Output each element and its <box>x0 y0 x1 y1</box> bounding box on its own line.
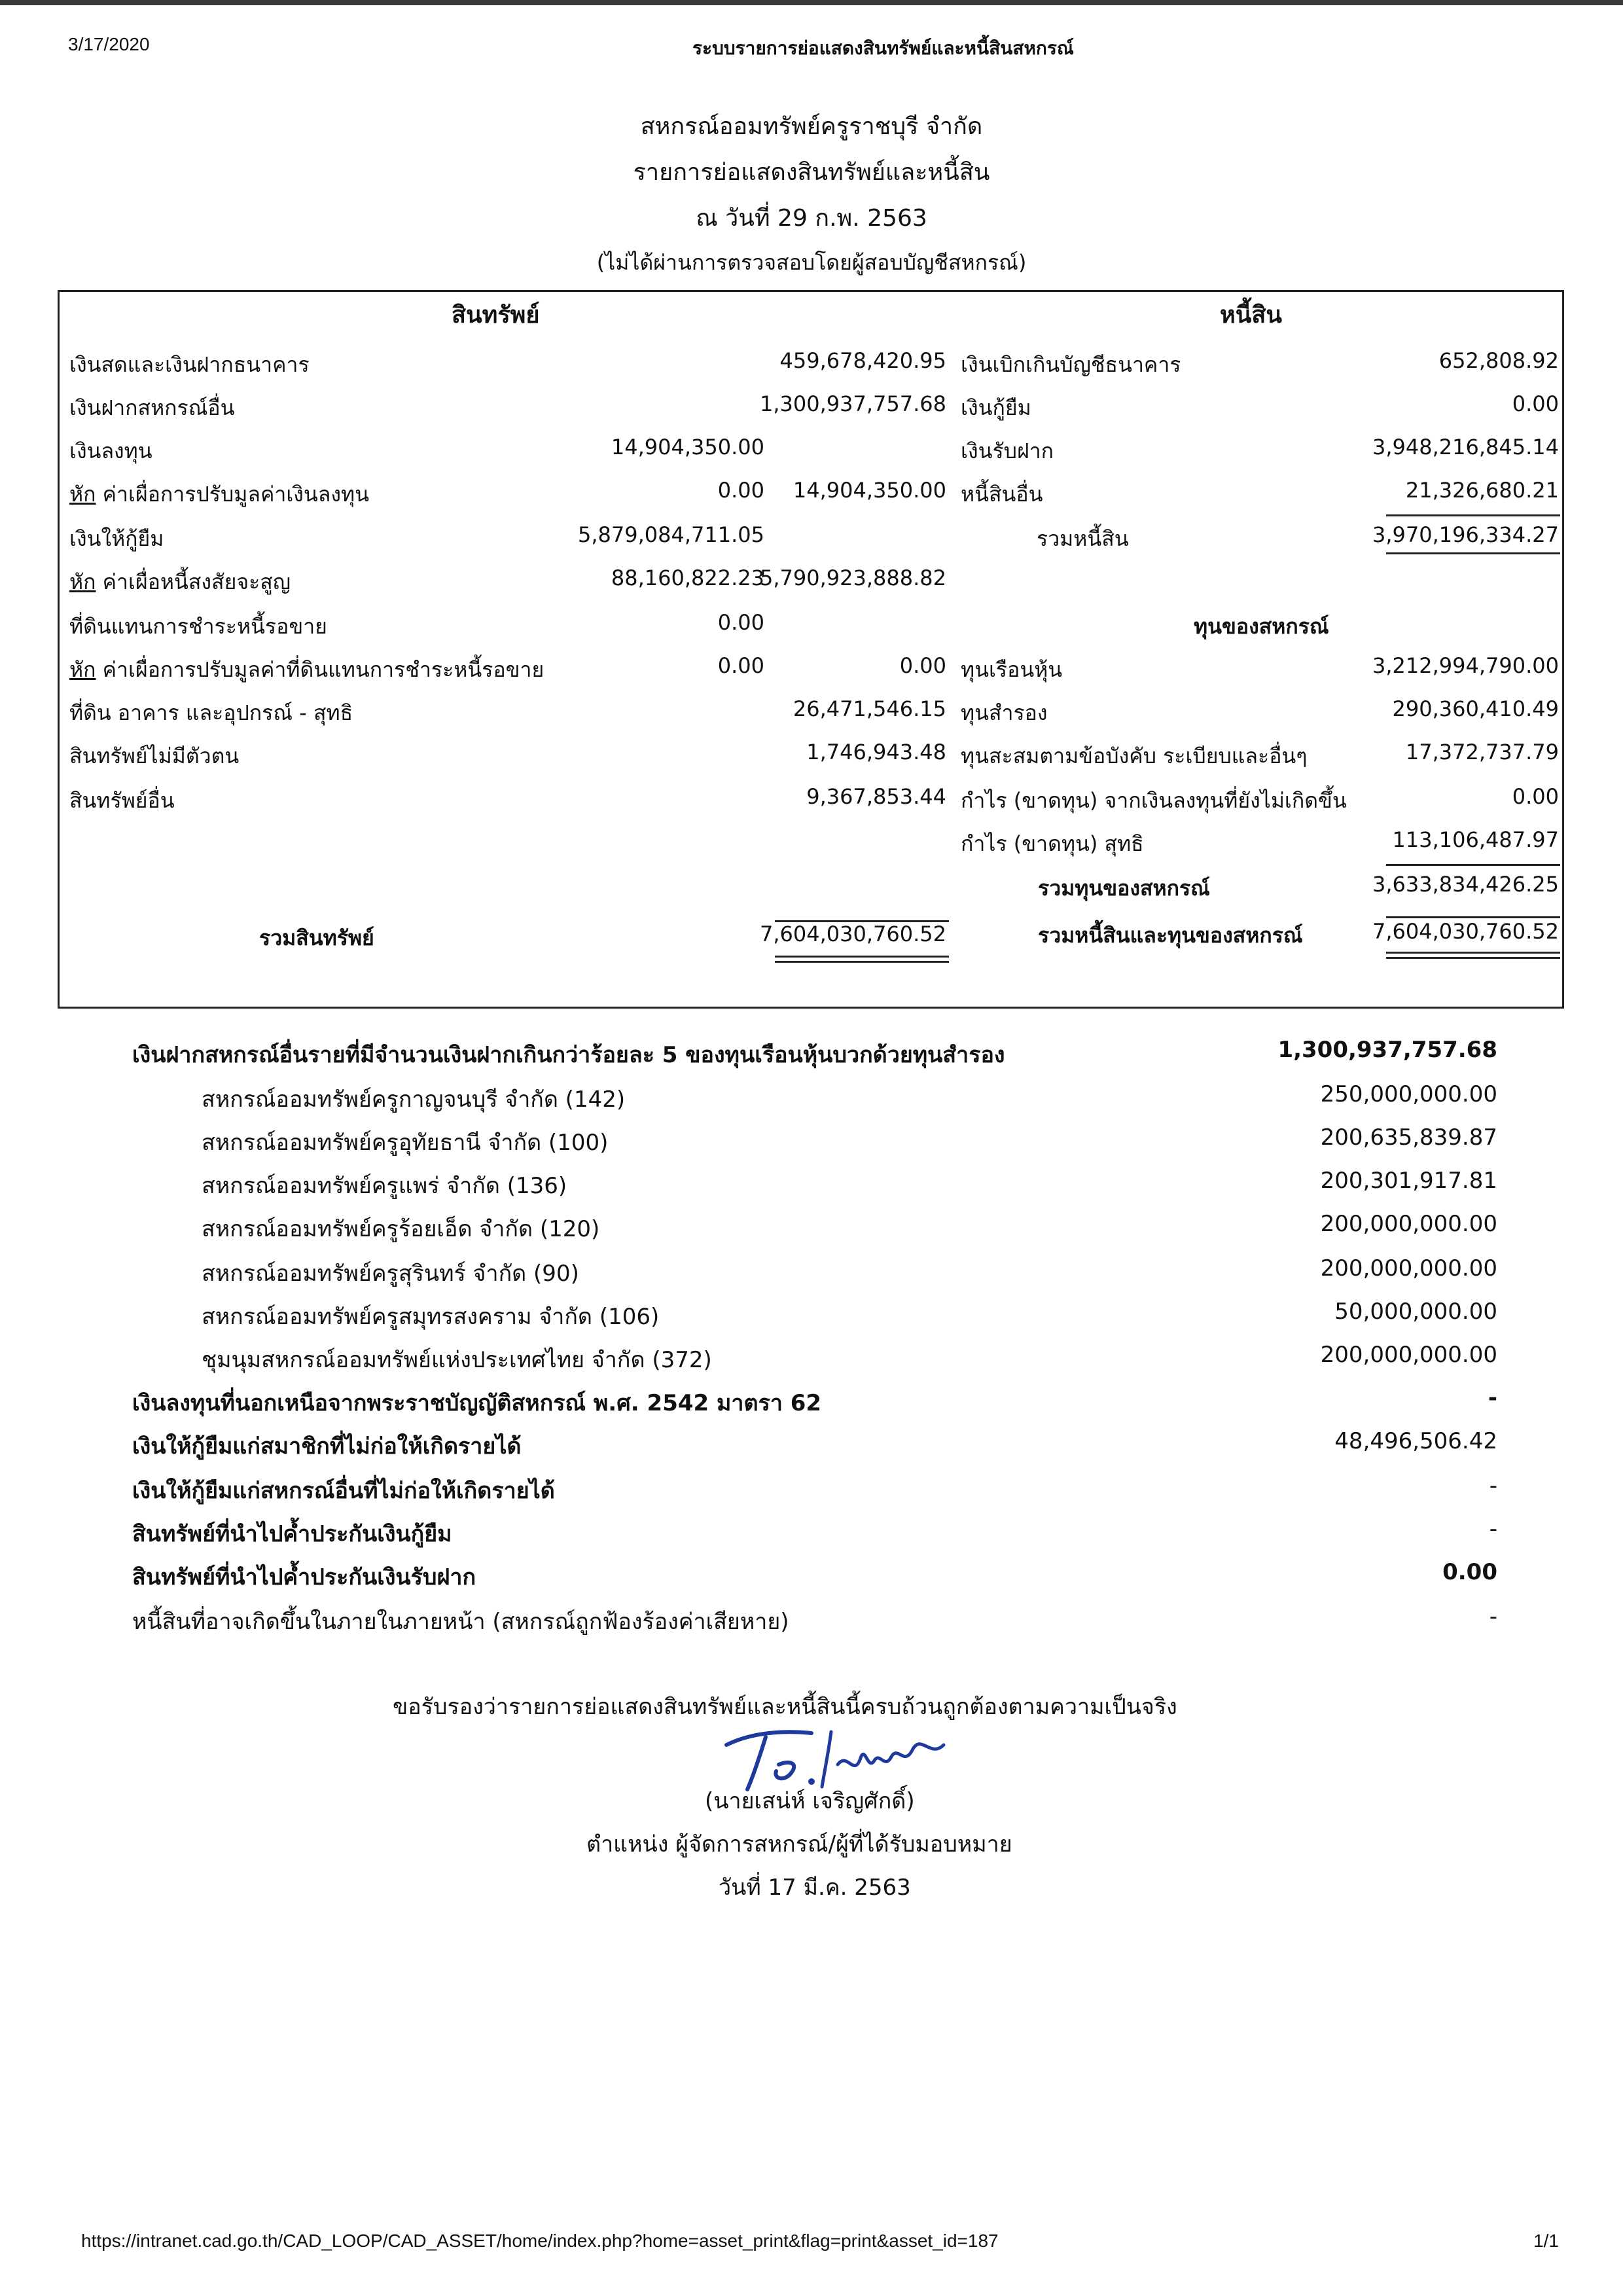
source-url[interactable]: https://intranet.cad.go.th/CAD_LOOP/CAD_ASSET/home/index.php?home=asset_print&flag=print&asset_id=187 <box>81 2231 999 2251</box>
asset-total-label: รวมสินทรัพย์ <box>259 925 374 950</box>
note-label: เงินให้กู้ยืมแก่สมาชิกที่ไม่ก่อให้เกิดรายได้ <box>132 1433 522 1460</box>
signatory-name: (นายเสน่ห์ เจริญศักดิ์) <box>705 1788 915 1814</box>
assets-heading: สินทรัพย์ <box>452 302 540 329</box>
asset-label-investment-allowance: หัก ค่าเผื่อการปรับมูลค่าเงินลงทุน <box>69 482 369 507</box>
liability-amount-other: 21,326,680.21 <box>1405 478 1559 503</box>
equity-amount-accumulated-fund: 17,372,737.79 <box>1405 740 1559 764</box>
asset-total-double-rule-2 <box>775 961 949 963</box>
grand-total-top-rule <box>1386 916 1560 918</box>
note-value: - <box>1488 1385 1497 1411</box>
coop-deposit-amount: 250,000,000.00 <box>1320 1081 1497 1107</box>
asset-sub-loans: 5,879,084,711.05 <box>578 522 764 547</box>
equity-label-net-profit: กำไร (ขาดทุน) สุทธิ <box>961 831 1144 856</box>
equity-amount-reserve: 290,360,410.49 <box>1392 696 1559 721</box>
note-label: สินทรัพย์ที่นำไปค้ำประกันเงินรับฝาก <box>132 1564 476 1590</box>
asset-amount-loans-net: 5,790,923,888.82 <box>760 565 946 590</box>
liability-amount-borrowings: 0.00 <box>1512 391 1559 416</box>
equity-amount-net-profit: 113,106,487.97 <box>1392 827 1559 852</box>
liability-amount-deposits: 3,948,216,845.14 <box>1372 435 1559 459</box>
asset-label-doubtful-allowance: หัก ค่าเผื่อหนี้สงสัยจะสูญ <box>69 569 291 594</box>
asset-amount-land-net: 0.00 <box>899 653 946 678</box>
coop-deposit-amount: 200,635,839.87 <box>1320 1124 1497 1151</box>
asset-amount-cash: 459,678,420.95 <box>779 348 946 373</box>
asset-sub-land-for-sale: 0.00 <box>717 610 764 635</box>
asset-label-cash: เงินสดและเงินฝากธนาคาร <box>69 352 310 377</box>
report-title: รายการย่อแสดงสินทรัพย์และหนี้สิน <box>633 159 990 186</box>
asset-label-land-allowance: หัก ค่าเผื่อการปรับมูลค่าที่ดินแทนการชำระหนี้รอขาย <box>69 657 544 682</box>
coop-deposit-name: สหกรณ์ออมทรัพย์ครูแพร่ จำกัด (136) <box>202 1173 567 1199</box>
note-value: - <box>1489 1473 1497 1499</box>
liability-label-overdraft: เงินเบิกเกินบัญชีธนาคาร <box>961 352 1181 377</box>
coop-deposit-name: สหกรณ์ออมทรัพย์ครูสุรินทร์ จำกัด (90) <box>202 1261 579 1287</box>
equity-total-top-rule <box>1386 864 1560 866</box>
audit-note: (ไม่ได้ผ่านการตรวจสอบโดยผู้สอบบัญชีสหกรณ์) <box>596 250 1027 275</box>
note-value: 0.00 <box>1442 1559 1497 1585</box>
note-value: - <box>1489 1516 1497 1542</box>
equity-total-label: รวมทุนของสหกรณ์ <box>1038 876 1210 901</box>
coop-deposit-amount: 200,000,000.00 <box>1320 1255 1497 1282</box>
print-date: 3/17/2020 <box>68 34 150 54</box>
grand-total-label: รวมหนี้สินและทุนของสหกรณ์ <box>1038 923 1303 948</box>
equity-amount-unrealized-gain: 0.00 <box>1512 784 1559 809</box>
note-label: สินทรัพย์ที่นำไปค้ำประกันเงินกู้ยืม <box>132 1521 452 1547</box>
scan-top-edge <box>0 0 1623 5</box>
asset-sub-investment: 14,904,350.00 <box>611 435 764 459</box>
coop-deposit-name: ชุมนุมสหกรณ์ออมทรัพย์แห่งประเทศไทย จำกัด (372) <box>202 1347 712 1373</box>
liability-label-other: หนี้สินอื่น <box>961 482 1043 507</box>
asset-label-land-for-sale: ที่ดินแทนการชำระหนี้รอขาย <box>69 614 327 639</box>
note-value: 48,496,506.42 <box>1334 1428 1497 1454</box>
asset-total-double-rule-1 <box>775 956 949 958</box>
asset-label-intangible: สินทรัพย์ไม่มีตัวตน <box>69 744 240 768</box>
asset-amount-coop-deposit: 1,300,937,757.68 <box>760 391 946 416</box>
coop-deposit-name: สหกรณ์ออมทรัพย์ครูกาญจนบุรี จำกัด (142) <box>202 1086 626 1113</box>
liability-total-top-rule <box>1386 514 1560 516</box>
liability-total-amount: 3,970,196,334.27 <box>1372 522 1559 547</box>
equity-heading: ทุนของสหกรณ์ <box>1194 614 1329 639</box>
liability-total-rule <box>1386 552 1560 554</box>
asset-label-ppe: ที่ดิน อาคาร และอุปกรณ์ - สุทธิ <box>69 700 353 725</box>
grand-total-amount: 7,604,030,760.52 <box>1372 919 1559 944</box>
note-label: เงินให้กู้ยืมแก่สหกรณ์อื่นที่ไม่ก่อให้เกิดรายได้ <box>132 1478 555 1504</box>
grand-total-double-rule-1 <box>1386 952 1560 954</box>
system-title: ระบบรายการย่อแสดงสินทรัพย์และหนี้สินสหกรณ์ <box>692 37 1074 59</box>
coop-deposits-heading: เงินฝากสหกรณ์อื่นรายที่มีจำนวนเงินฝากเกินกว่าร้อยละ 5 ของทุนเรือนหุ้นบวกด้วยทุนสำรอง <box>132 1042 1005 1068</box>
coop-deposit-name: สหกรณ์ออมทรัพย์ครูร้อยเอ็ด จำกัด (120) <box>202 1216 600 1242</box>
asset-sub-land-allowance: 0.00 <box>717 653 764 678</box>
signatory-position: ตำแหน่ง ผู้จัดการสหกรณ์/ผู้ที่ได้รับมอบหมาย <box>586 1831 1012 1857</box>
equity-label-unrealized-gain: กำไร (ขาดทุน) จากเงินลงทุนที่ยังไม่เกิดขึ้น <box>961 788 1347 813</box>
equity-label-reserve: ทุนสำรอง <box>961 700 1048 725</box>
liability-amount-overdraft: 652,808.92 <box>1438 348 1559 373</box>
asset-total-amount: 7,604,030,760.52 <box>760 922 946 946</box>
liability-label-deposits: เงินรับฝาก <box>961 439 1054 463</box>
liability-total-label: รวมหนี้สิน <box>1037 526 1129 551</box>
coop-deposit-amount: 200,301,917.81 <box>1320 1168 1497 1194</box>
equity-total-amount: 3,633,834,426.25 <box>1372 872 1559 897</box>
asset-label-coop-deposit: เงินฝากสหกรณ์อื่น <box>69 395 235 420</box>
asset-label-other: สินทรัพย์อื่น <box>69 788 175 813</box>
report-date: ณ วันที่ 29 ก.พ. 2563 <box>696 205 927 232</box>
asset-sub-doubtful-allowance: 88,160,822.23 <box>611 565 764 590</box>
asset-label-investment: เงินลงทุน <box>69 439 152 463</box>
coop-deposit-amount: 200,000,000.00 <box>1320 1211 1497 1237</box>
coop-deposit-name: สหกรณ์ออมทรัพย์ครูอุทัยธานี จำกัด (100) <box>202 1130 609 1156</box>
cooperative-name: สหกรณ์ออมทรัพย์ครูราชบุรี จำกัด <box>640 113 983 140</box>
equity-label-share-capital: ทุนเรือนหุ้น <box>961 657 1063 682</box>
certification-statement: ขอรับรองว่ารายการย่อแสดงสินทรัพย์และหนี้สินนี้ครบถ้วนถูกต้องตามความเป็นจริง <box>393 1694 1177 1720</box>
asset-label-loans: เงินให้กู้ยืม <box>69 526 164 551</box>
page-number: 1/1 <box>1533 2231 1559 2251</box>
grand-total-double-rule-2 <box>1386 957 1560 959</box>
asset-amount-ppe: 26,471,546.15 <box>793 696 946 721</box>
equity-label-accumulated-fund: ทุนสะสมตามข้อบังคับ ระเบียบและอื่นๆ <box>961 744 1308 768</box>
coop-deposit-name: สหกรณ์ออมทรัพย์ครูสมุทรสงคราม จำกัด (106) <box>202 1304 660 1330</box>
asset-amount-intangible: 1,746,943.48 <box>806 740 946 764</box>
note-value: - <box>1489 1604 1497 1630</box>
note-label: เงินลงทุนที่นอกเหนือจากพระราชบัญญัติสหกรณ์ พ.ศ. 2542 มาตรา 62 <box>132 1390 822 1416</box>
asset-sub-investment-allowance: 0.00 <box>717 478 764 503</box>
equity-amount-share-capital: 3,212,994,790.00 <box>1372 653 1559 678</box>
coop-deposit-amount: 50,000,000.00 <box>1334 1299 1497 1325</box>
asset-amount-investment-net: 14,904,350.00 <box>793 478 946 503</box>
coop-deposits-total: 1,300,937,757.68 <box>1277 1037 1497 1063</box>
liabilities-heading: หนี้สิน <box>1220 302 1282 329</box>
liability-label-borrowings: เงินกู้ยืม <box>961 395 1031 420</box>
certification-date: วันที่ 17 มี.ค. 2563 <box>719 1874 911 1901</box>
note-label: หนี้สินที่อาจเกิดขึ้นในภายในภายหน้า (สหกรณ์ถูกฟ้องร้องค่าเสียหาย) <box>132 1609 789 1635</box>
coop-deposit-amount: 200,000,000.00 <box>1320 1342 1497 1368</box>
asset-amount-other: 9,367,853.44 <box>806 784 946 809</box>
